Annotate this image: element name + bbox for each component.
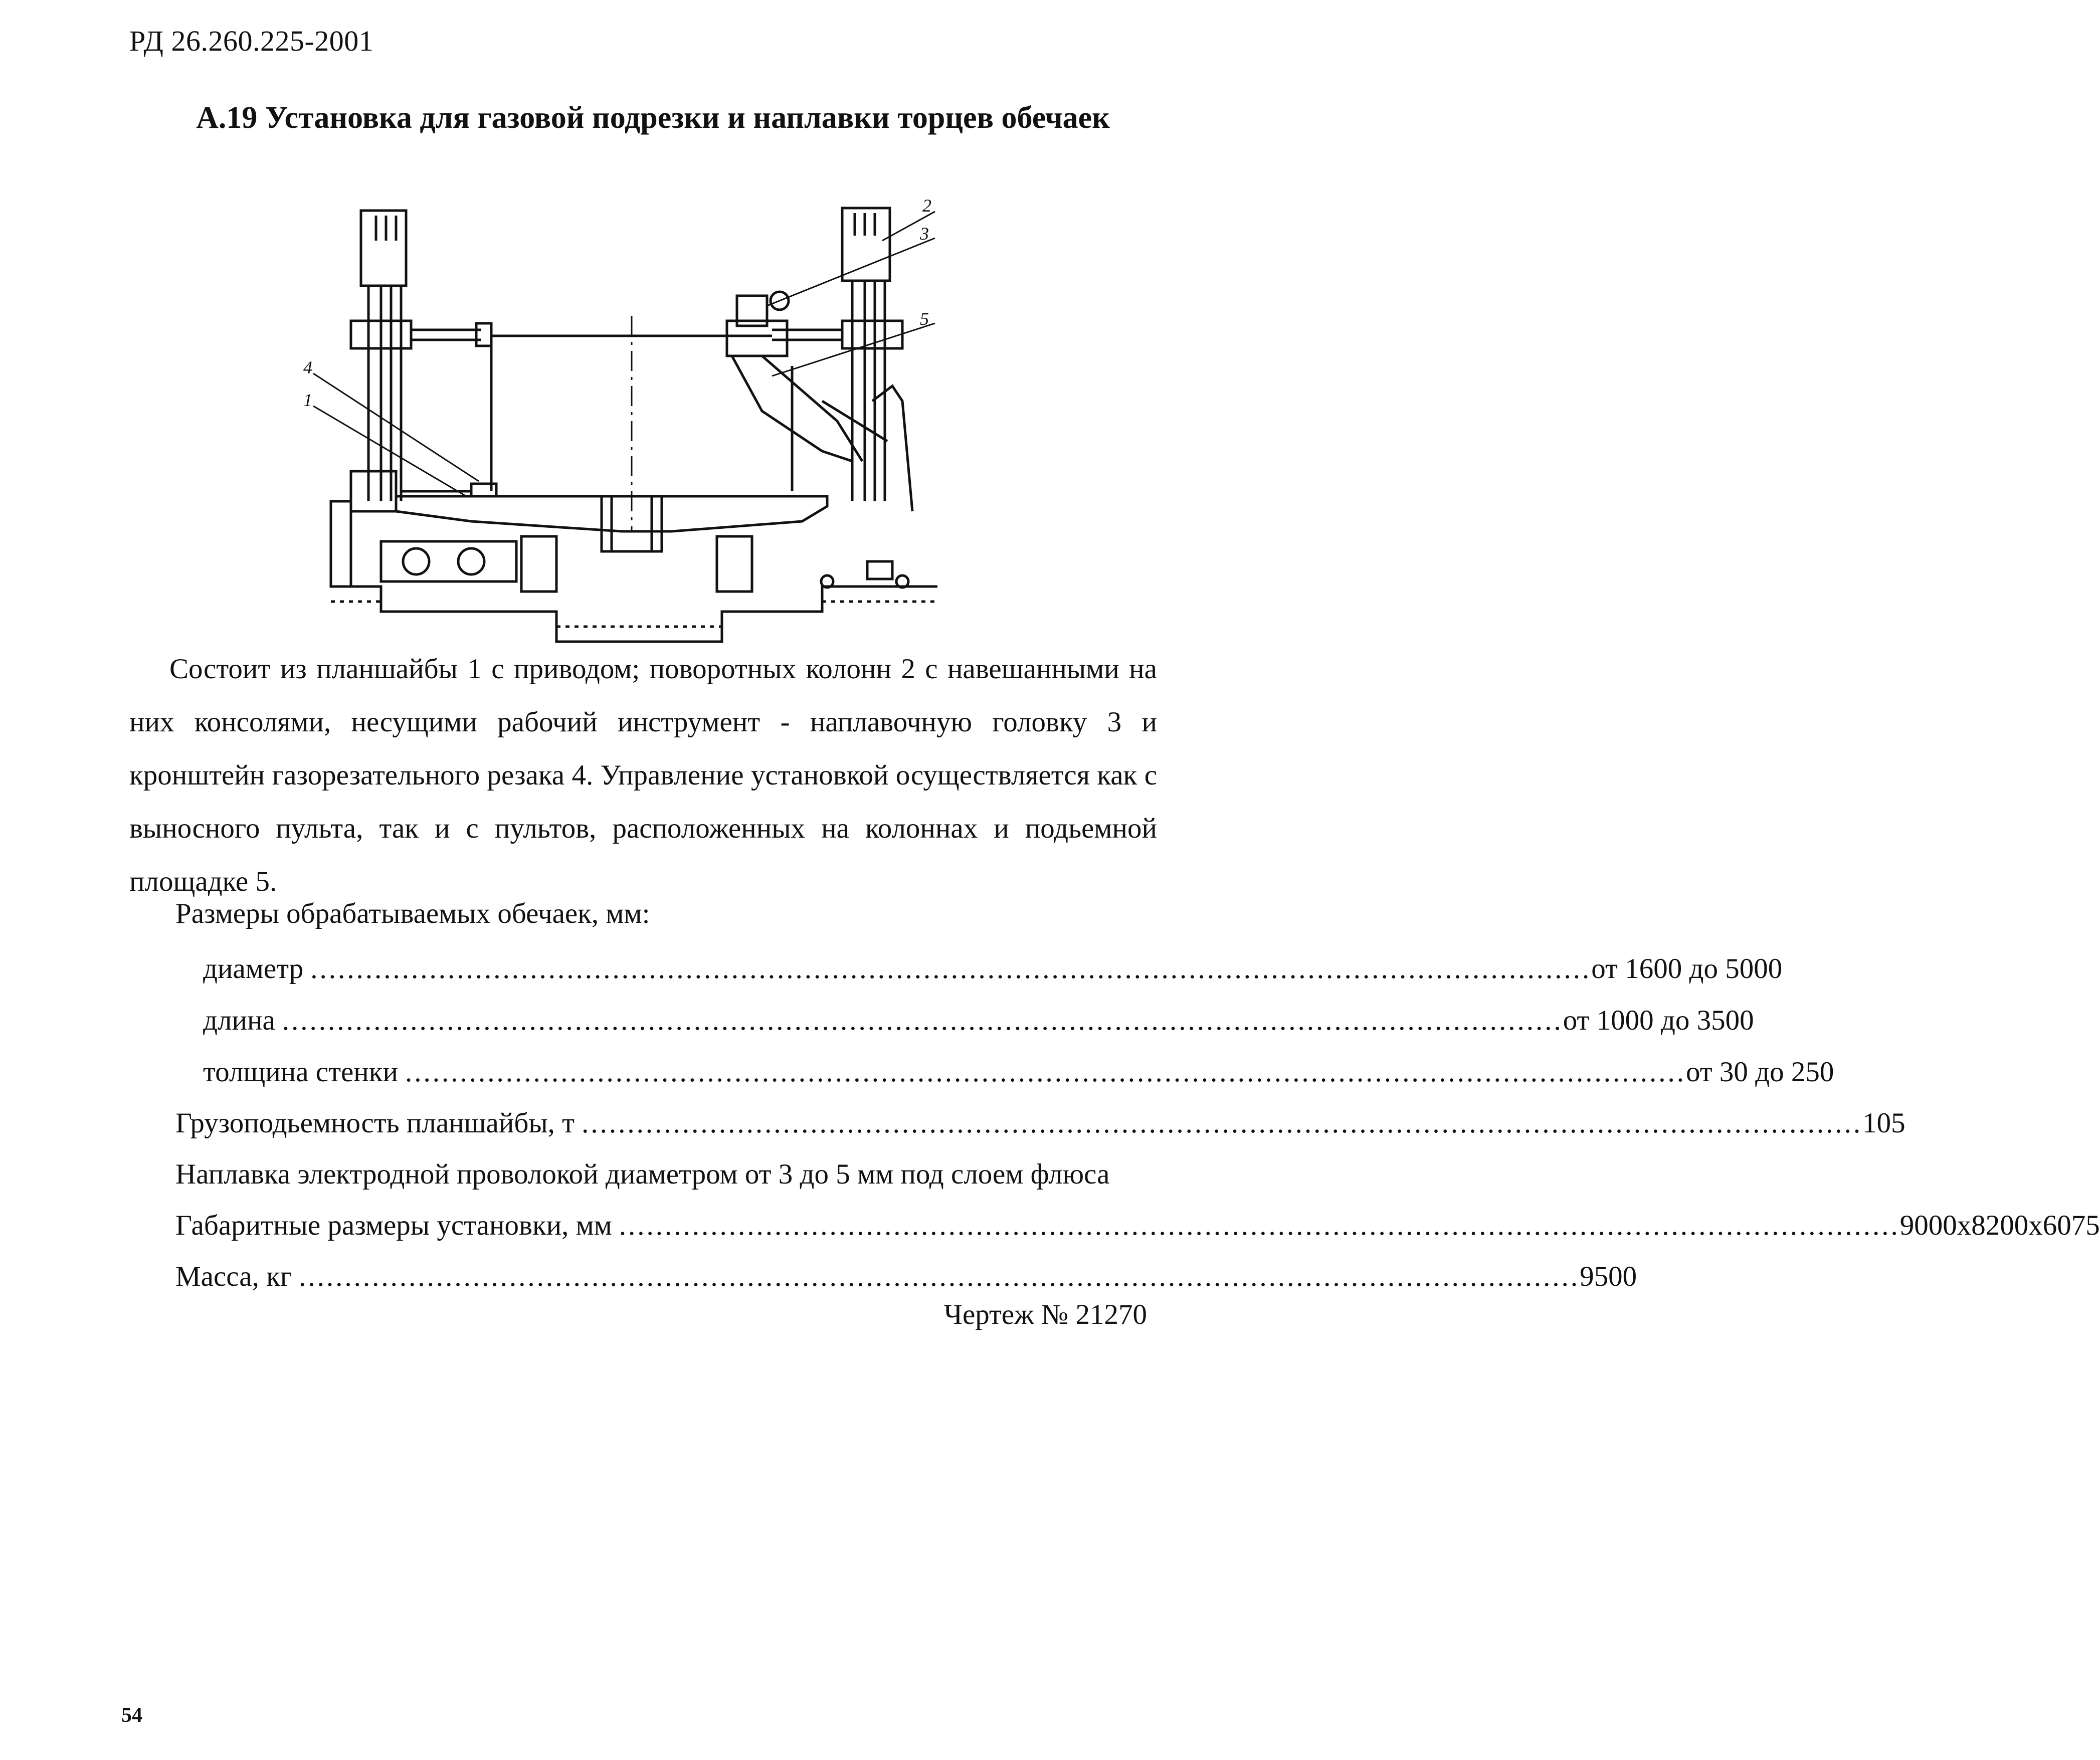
- label-2: 2: [922, 195, 931, 216]
- label-1: 1: [303, 390, 312, 410]
- drawing-number: Чертеж № 21270: [943, 1299, 1147, 1330]
- spec-value: 9000х8200х6075: [1899, 1210, 2100, 1241]
- label-5: 5: [920, 309, 929, 329]
- spec-wall: толщина стенки ............................................................................................................................................ от 30 до 250: [203, 1056, 1834, 1088]
- spec-length: длина ............................................................................................................................................ от 1000 до 3500: [203, 1005, 1754, 1036]
- spec-mass: Масса, кг ............................................................................................................................................ 9500: [175, 1261, 1637, 1292]
- spec-value: от 1600 до 5000: [1591, 953, 1783, 985]
- dims-heading: Размеры обрабатываемых обечаек, мм:: [175, 898, 650, 929]
- spec-label: Грузоподьемность планшайбы, т: [175, 1107, 575, 1139]
- foundation: [331, 586, 937, 642]
- installation-drawing: [303, 195, 942, 617]
- spec-value: от 30 до 250: [1686, 1056, 1834, 1088]
- spec-label: длина: [203, 1005, 275, 1036]
- description: [129, 643, 1157, 908]
- spec-label: Габаритные размеры установки, мм: [175, 1210, 612, 1241]
- spec-diameter: диаметр ............................................................................................................................................ от 1600 до 5000: [203, 953, 1783, 985]
- spec-capacity: Грузоподьемность планшайбы, т ............................................................................................................................................ 105: [175, 1107, 1905, 1139]
- page-number: 54: [121, 1704, 142, 1727]
- spec-value: 9500: [1580, 1261, 1637, 1292]
- spec-wire: Наплавка электродной проволокой диаметром от 3 до 5 мм под слоем флюса: [175, 1158, 1110, 1190]
- spec-label: Масса, кг: [175, 1261, 292, 1292]
- spec-label: диаметр: [203, 953, 304, 985]
- spec-overall: Габаритные размеры установки, мм ............................................................................................................................................ 9000х8200х6075: [175, 1210, 2100, 1241]
- section-title: А.19 Установка для газовой подрезки и наплавки торцев обечаек: [196, 101, 1110, 135]
- spec-value: 105: [1862, 1107, 1905, 1139]
- drive-unit: [381, 541, 516, 581]
- description-text: Состоит из планшайбы 1 с приводом; поворотных колонн 2 с навешанными на них консолями, несущими рабочий инструмент - наплавочную головку 3 и кронштейн газорезательного резака 4. Управление установкой осуществляется как с выносного пульта, так и с пультов, расположенных на колоннах и подьемной площадке 5.: [129, 653, 1157, 897]
- left-column-top: [361, 211, 406, 286]
- label-3: 3: [920, 224, 929, 244]
- spec-value: от 1000 до 3500: [1563, 1005, 1754, 1036]
- spec-label: толщина стенки: [203, 1056, 399, 1088]
- label-4: 4: [303, 357, 312, 377]
- document-code: РД 26.260.225-2001: [129, 25, 374, 57]
